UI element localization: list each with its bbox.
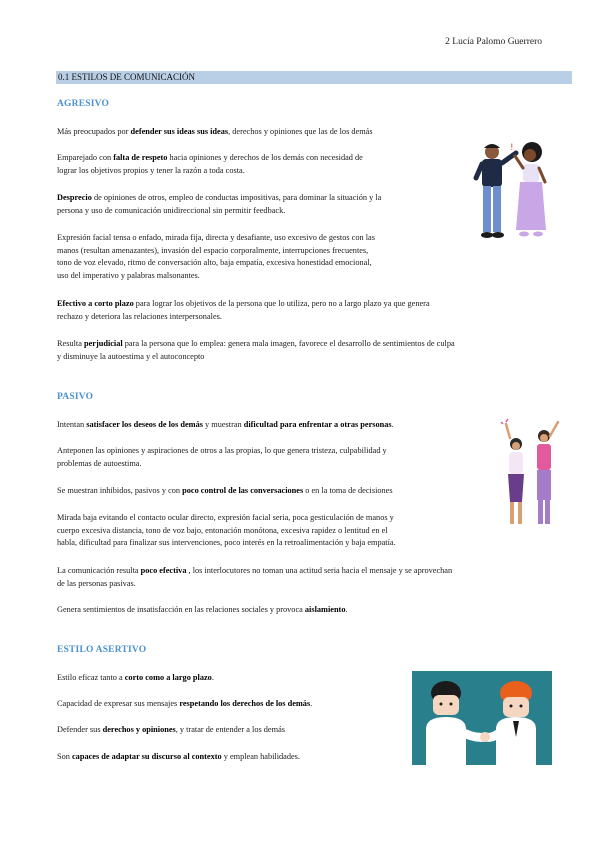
- agresivo-paragraph-4: Expresión facial tensa o enfado, mirada fija, directa y desafiante, uso excesivo de gestos con las manos (resultan amenazantes), invasión del espacio corporalmente, interrupciones frecuentes, tono de voz elevado, ritmo de conversación alto, baja empatía, excesiva honestidad emocional, uso del imperativo y palabras malsonantes.: [57, 233, 375, 280]
- pasivo-paragraph-1: Intentan satisfacer los deseos de los demás y muestran dificultad para enfrentar a otras personas.: [57, 420, 394, 429]
- section-title-bar: [56, 71, 572, 84]
- pasivo-paragraph-6: Genera sentimientos de insatisfacción en las relaciones sociales y provoca aislamiento.: [57, 605, 348, 614]
- arguing-people-illustration: [462, 138, 562, 250]
- agresivo-paragraph-6: Resulta perjudicial para la persona que lo emplea: genera mala imagen, favorece el desarrollo de sentimientos de culpa y disminuye la autoestima y el autoconcepto: [57, 339, 455, 361]
- agresivo-paragraph-1: Más preocupados por defender sus ideas sus ideas, derechos y opiniones que las de los demás: [57, 127, 373, 136]
- agresivo-paragraph-5: Efectivo a corto plazo para lograr los objetivos de la persona que lo utiliza, pero no a largo plazo ya que genera rechazo y deteriora las relaciones interpersonales.: [57, 299, 430, 321]
- svg-text:!: !: [510, 143, 514, 153]
- section-title: 0.1 ESTILOS DE COMUNICACIÓN: [58, 72, 195, 82]
- pasivo-paragraph-5: La comunicación resulta poco efectiva , los interlocutores no toman una actitud seria hacia el mensaje y se aprovechan de las personas pasivas.: [57, 566, 453, 588]
- agresivo-paragraph-2: Emparejado con falta de respeto hacia opiniones y derechos de los demás con necesidad de lograr los objetivos propios y tener la razón a toda costa.: [57, 153, 363, 175]
- heading-asertivo: ESTILO ASERTIVO: [57, 645, 147, 655]
- pasivo-paragraph-2: Anteponen las opiniones y aspiraciones de otros a las propias, lo que genera tristeza, culpabilidad y problemas de autoestima.: [57, 446, 387, 468]
- pasivo-paragraph-3: Se muestran inhibidos, pasivos y con poco control de las conversaciones o en la toma de decisiones: [57, 486, 393, 495]
- header-author: 2 Lucía Palomo Guerrero: [445, 37, 542, 47]
- agresivo-paragraph-3: Desprecio de opiniones de otros, empleo de conductas impositivas, para dominar la situación y la persona y uso de comunicación unidireccional sin permitir feedback.: [57, 193, 382, 215]
- heading-pasivo: PASIVO: [57, 392, 94, 402]
- asertivo-paragraph-4: Son capaces de adaptar su discurso al contexto y emplean habilidades.: [57, 752, 300, 761]
- handshake-illustration: [412, 671, 552, 765]
- pasivo-paragraph-4: Mirada baja evitando el contacto ocular directo, expresión facial seria, poca gesticulación de manos y cuerpo excesiva distancia, tono de voz bajo, entonación monótona, excesiva rapidez o lentitud en el habla, dificultad para finalizar sus intervenciones, poco interés en la retroalimentación y baja empatía.: [57, 513, 396, 547]
- asertivo-paragraph-3: Defender sus derechos y opiniones, y tratar de entender a los demás: [57, 725, 285, 734]
- heading-agresivo: AGRESIVO: [57, 99, 110, 109]
- asertivo-paragraph-2: Capacidad de expresar sus mensajes respetando los derechos de los demás.: [57, 699, 313, 708]
- asertivo-paragraph-1: Estilo eficaz tanto a corto como a largo plazo.: [57, 673, 214, 682]
- women-illustration: [494, 418, 564, 530]
